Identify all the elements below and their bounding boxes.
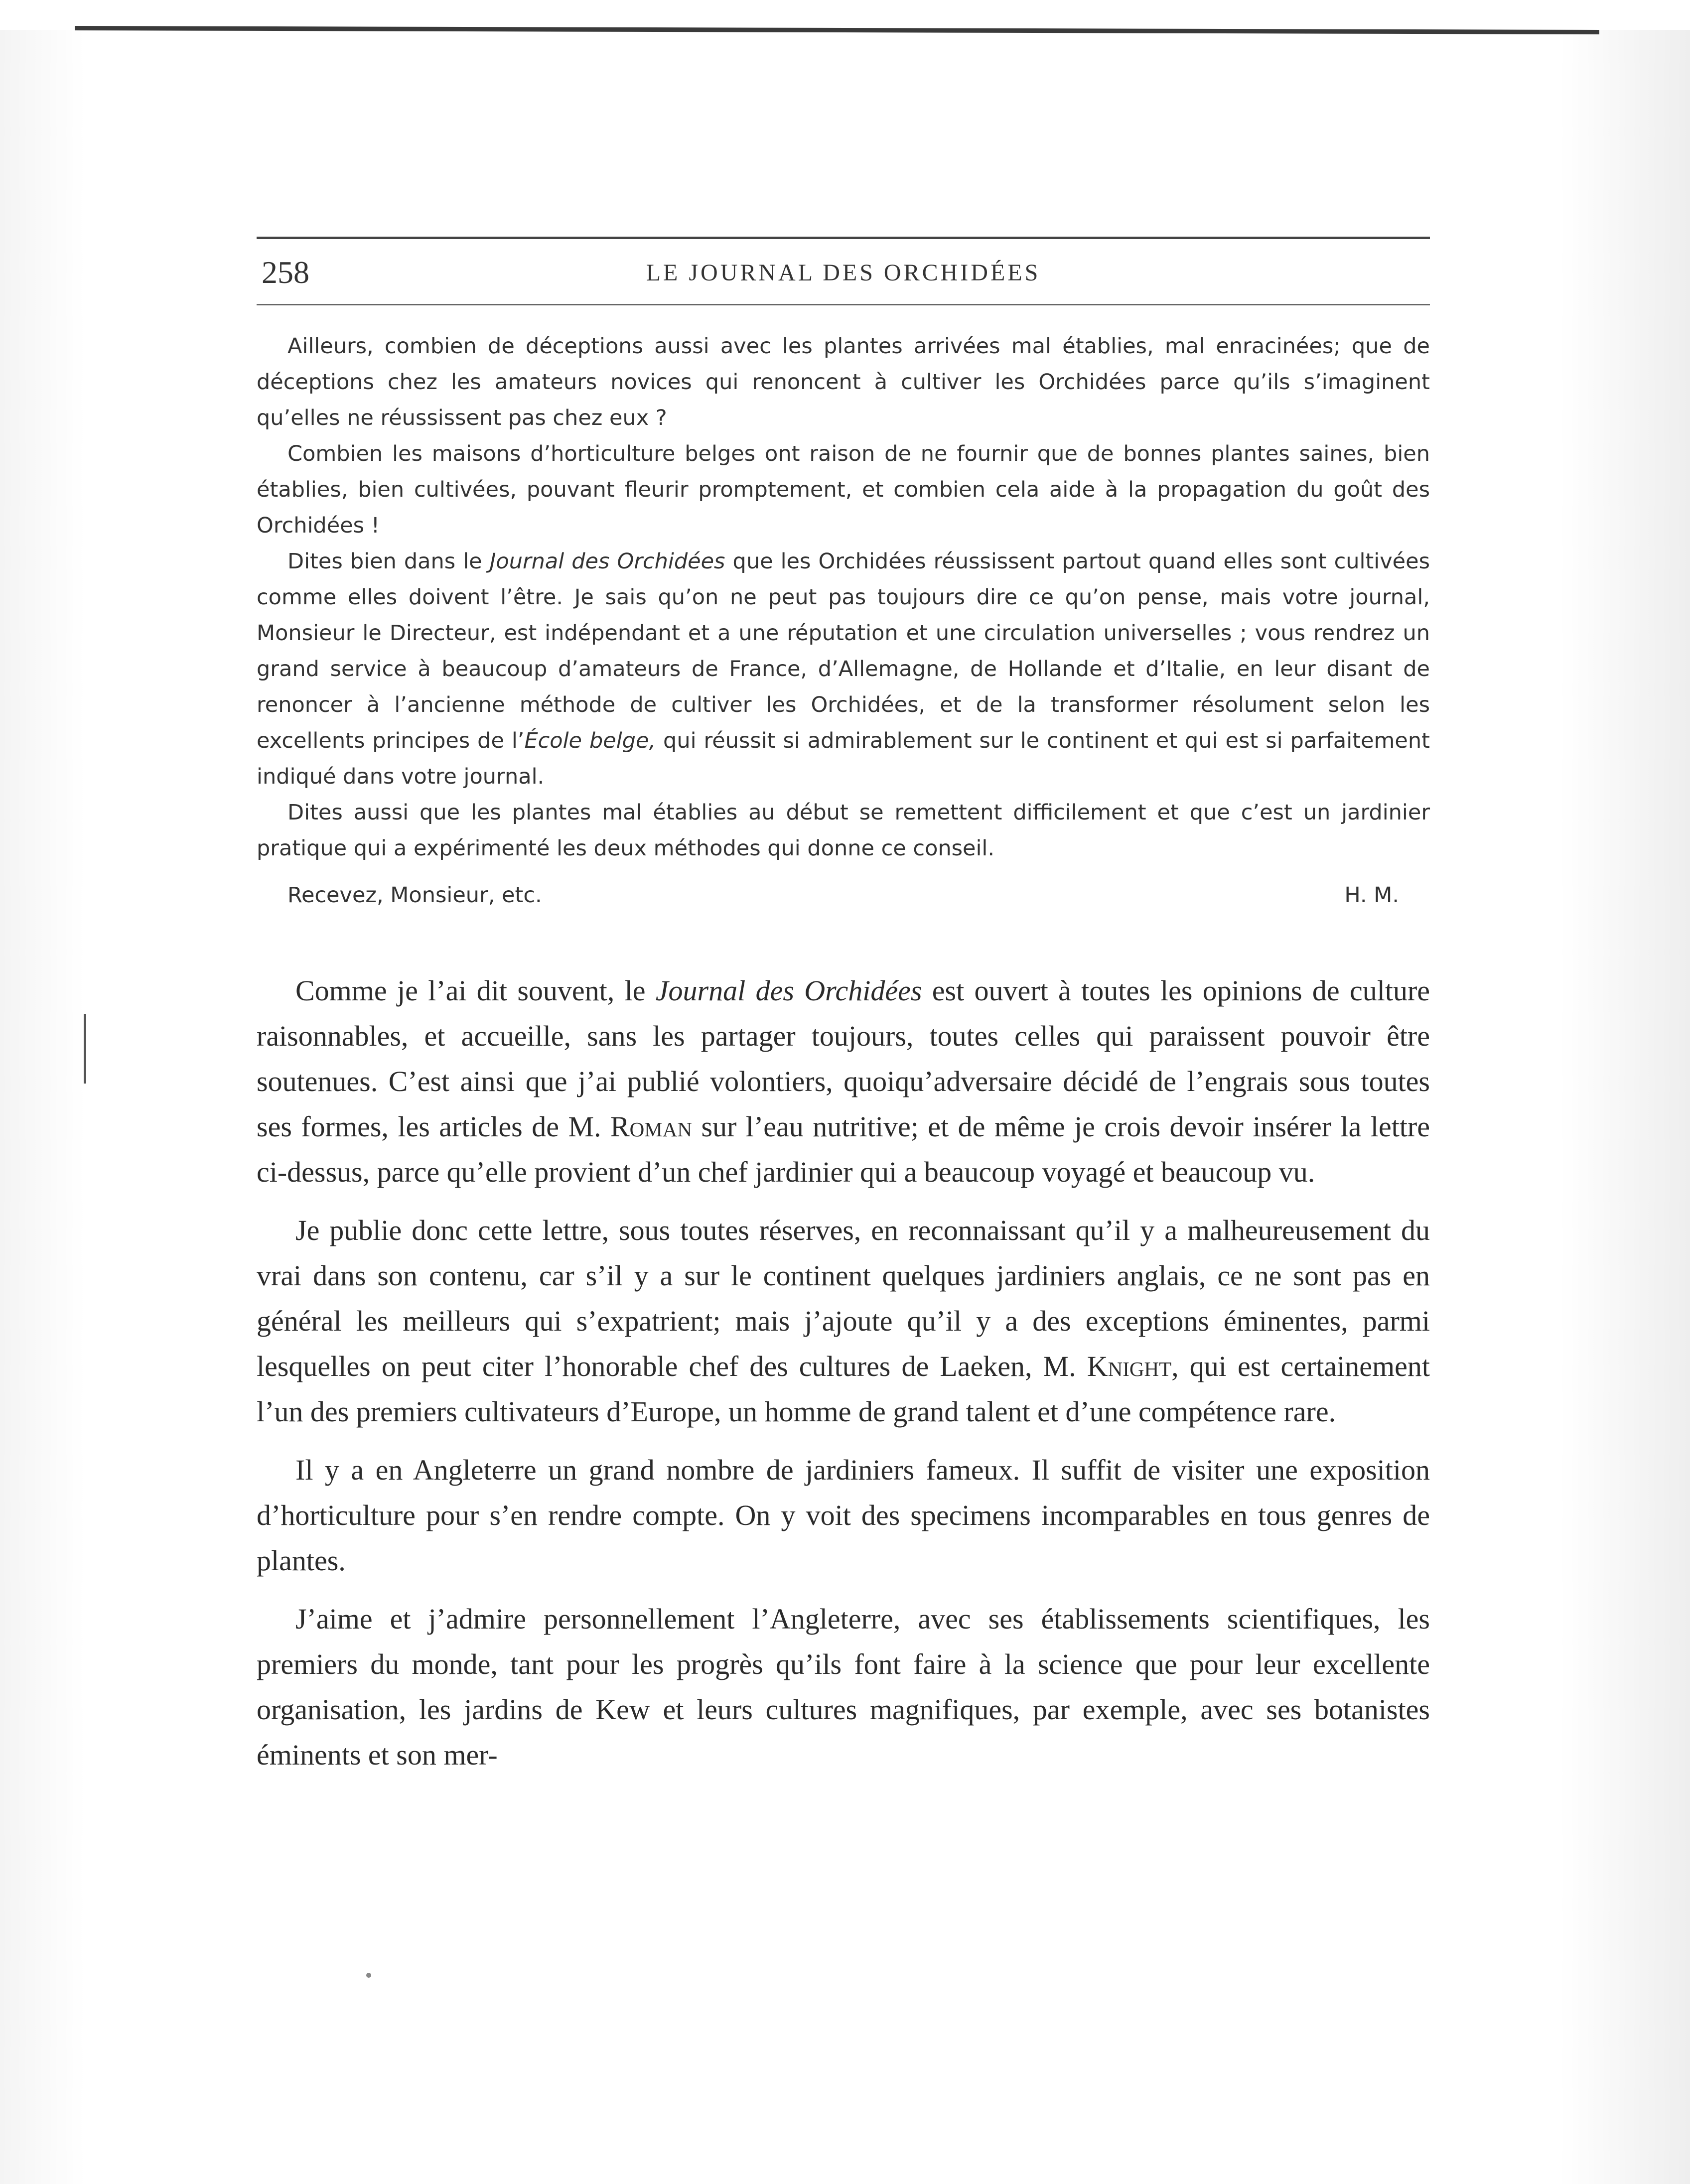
book-page: [257, 237, 1430, 1790]
letter-closing: Recevez, Monsieur, etc.: [287, 883, 542, 908]
body-paragraph: [257, 1208, 1430, 1434]
text-run: Je publie donc cette lettre, sous toutes réserves, en reconnaissant qu’il y a malheureusement du vrai dans son contenu, car s’il y a sur le continent quelques jardiniers anglais, ce ne sont pas en général les meilleurs qui s’expatrient; mais j’ajoute qu’il y a des exceptions éminentes, parmi lesquelles on peut citer l’honorable chef des cultures de Laeken, M.: [257, 1214, 1430, 1382]
page-number: 258: [262, 255, 309, 290]
body-paragraph: J’aime et j’admire personnellement l’Angleterre, avec ses établissements scientifiques, les premiers du monde, tant pour les progrès qu’ils font faire à la science que pour leur excellente organisation, les jardins de Kew et leurs cultures magnifiques, par exemple, avec ses botanistes éminents et son mer-: [257, 1603, 1430, 1771]
journal-title: Journal des Orchidées: [489, 549, 725, 574]
text-run: Comme je l’ai dit souvent, le: [295, 974, 656, 1007]
text-run: sur l’eau nutritive; et de même je crois devoir insérer la lettre ci-dessus, parce qu’elle provient d’un chef jardinier qui a beaucoup voyagé et beaucoup vu.: [257, 1110, 1430, 1188]
person-name: Knight: [1087, 1350, 1172, 1382]
scan-top-edge: [75, 26, 1599, 34]
letter-paragraph: Dites aussi que les plantes mal établies au début se remettent difficilement et que c’est un jardinier pratique qui a expérimenté les deux méthodes qui donne ce conseil.: [257, 800, 1430, 861]
page-header: [257, 237, 1430, 305]
body-paragraph: Il y a en Angleterre un grand nombre de jardiniers fameux. Il suffit de visiter une exposition d’horticulture pour s’en rendre compte. On y voit des specimens incomparables en tous genres de plantes.: [257, 1454, 1430, 1577]
letter-paragraph: Combien les maisons d’horticulture belges ont raison de ne fournir que de bonnes plantes saines, bien établies, bien cultivées, pouvant fleurir promptement, et combien cela aide à la propagation du goût des Orchidées !: [257, 441, 1430, 538]
editor-commentary: [257, 968, 1430, 1777]
text-run: est ouvert à toutes les opinions de culture raisonnables, et accueille, sans les partager toujours, toutes celles qui paraissent pouvoir être soutenues. C’est ainsi que j’ai publié volontiers, quoiqu’adversaire décidé de l’engrais sous toutes ses formes, les articles de M.: [257, 974, 1430, 1143]
page-edge-shade: [0, 30, 85, 2184]
book-spine-shade: [1560, 30, 1690, 2184]
running-head: LE JOURNAL DES ORCHIDÉES: [646, 260, 1041, 286]
margin-mark: [84, 1014, 86, 1084]
letter-paragraph: Ailleurs, combien de déceptions aussi avec les plantes arrivées mal établies, mal enracinées; que de déceptions chez les amateurs novices qui renoncent à cultiver les Orchidées parce qu’ils s’imaginent qu’elles ne réussissent pas chez eux ?: [257, 334, 1430, 430]
quoted-letter: [257, 328, 1430, 913]
text-run: que les Orchidées réussissent partout quand elles sont cultivées comme elles doivent l’être. Je sais qu’on ne peut pas toujours dire ce qu’on pense, mais votre journal, Monsieur le Directeur, est indépendant et a une réputation et une circulation universelles ; vous rendrez un grand service à beaucoup d’amateurs de France, d’Allemagne, de Hollande et d’Italie, en leur disant de renoncer à l’ancienne méthode de cultiver les Orchidées, et de la transformer résolument selon les excellents principes de l’: [257, 549, 1430, 753]
text-run: , qui est certainement l’un des premiers cultivateurs d’Europe, un homme de grand talent et d’une compétence rare.: [257, 1350, 1430, 1428]
ecole-belge: École belge,: [524, 728, 656, 753]
text-run: Dites bien dans le: [287, 549, 490, 574]
letter-signoff: [257, 877, 1430, 913]
ink-speck: [366, 1973, 371, 1978]
journal-title: Journal des Orchidées: [655, 974, 922, 1007]
person-name: Roman: [610, 1110, 692, 1143]
body-paragraph: [257, 968, 1430, 1195]
letter-paragraph: [257, 544, 1430, 795]
text-run: qui réussit si admirablement sur le continent et qui est si parfaitement indiqué dans votre journal.: [257, 728, 1430, 789]
letter-signature: H. M.: [1344, 883, 1399, 908]
